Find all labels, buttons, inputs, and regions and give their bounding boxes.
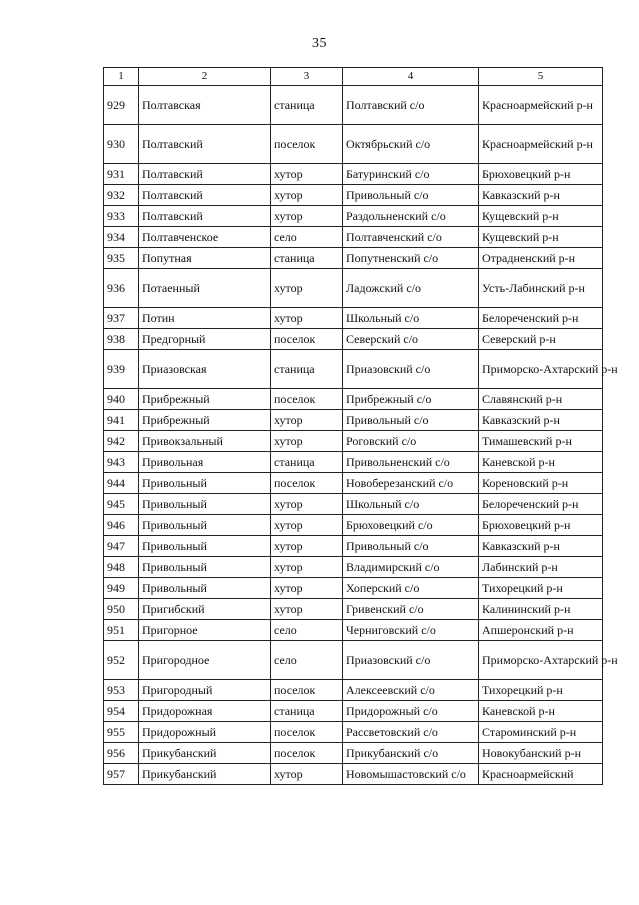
settlement-name: Предгорный <box>139 329 271 350</box>
row-number: 954 <box>104 701 139 722</box>
settlement-name: Потин <box>139 308 271 329</box>
settlement-type: поселок <box>271 329 343 350</box>
settlement-name: Привольная <box>139 452 271 473</box>
rural-council: Школьный с/о <box>343 494 479 515</box>
rural-council: Батуринский с/о <box>343 164 479 185</box>
settlement-name: Пригибский <box>139 599 271 620</box>
table-row <box>104 308 603 329</box>
settlement-type: хутор <box>271 206 343 227</box>
settlement-name: Прибрежный <box>139 410 271 431</box>
settlement-type: хутор <box>271 764 343 785</box>
table-row <box>104 410 603 431</box>
table-row <box>104 164 603 185</box>
settlement-type: поселок <box>271 680 343 701</box>
table-row <box>104 185 603 206</box>
rural-council: Школьный с/о <box>343 308 479 329</box>
row-number: 953 <box>104 680 139 701</box>
settlement-type: хутор <box>271 557 343 578</box>
rural-council: Черниговский с/о <box>343 620 479 641</box>
district-name: Тихорецкий р-н <box>479 578 603 599</box>
settlement-type: хутор <box>271 578 343 599</box>
table-body <box>104 86 618 785</box>
settlement-type: поселок <box>271 743 343 764</box>
district-name: Северский р-н <box>479 329 603 350</box>
settlement-name: Придорожный <box>139 722 271 743</box>
row-number: 945 <box>104 494 139 515</box>
settlement-type: село <box>271 227 343 248</box>
header-col-district: 5 <box>479 68 603 86</box>
header-col-name: 2 <box>139 68 271 86</box>
table-row <box>104 578 603 599</box>
rural-council: Попутненский с/о <box>343 248 479 269</box>
table-row <box>104 125 603 164</box>
settlement-name: Полтавский <box>139 164 271 185</box>
settlement-type: хутор <box>271 308 343 329</box>
rural-council: Полтавченский с/о <box>343 227 479 248</box>
district-name: Кавказский р-н <box>479 185 603 206</box>
district-name: Белореченский р-н <box>479 308 603 329</box>
settlement-name: Пригорное <box>139 620 271 641</box>
row-number: 934 <box>104 227 139 248</box>
settlement-name: Полтавский <box>139 125 271 164</box>
settlement-name: Попутная <box>139 248 271 269</box>
row-number: 946 <box>104 515 139 536</box>
settlement-name: Прикубанский <box>139 743 271 764</box>
settlement-type: поселок <box>271 722 343 743</box>
row-number: 955 <box>104 722 139 743</box>
settlement-name: Прибрежный <box>139 389 271 410</box>
district-name: Белореченский р-н <box>479 494 603 515</box>
district-name: Апшеронский р-н <box>479 620 603 641</box>
district-name: Отрадненский р-н <box>479 248 603 269</box>
row-number: 931 <box>104 164 139 185</box>
row-number: 957 <box>104 764 139 785</box>
rural-council: Прибрежный с/о <box>343 389 479 410</box>
row-number: 950 <box>104 599 139 620</box>
row-number: 948 <box>104 557 139 578</box>
rural-council: Владимирский с/о <box>343 557 479 578</box>
district-name: Тихорецкий р-н <box>479 680 603 701</box>
table-row <box>104 494 603 515</box>
settlement-name: Пригородный <box>139 680 271 701</box>
rural-council: Хоперский с/о <box>343 578 479 599</box>
settlement-type: станица <box>271 350 343 389</box>
rural-council: Полтавский с/о <box>343 86 479 125</box>
table-row <box>104 350 603 389</box>
settlement-name: Привольный <box>139 494 271 515</box>
table-row <box>104 227 603 248</box>
rural-council: Привольный с/о <box>343 536 479 557</box>
table-row <box>104 680 603 701</box>
table-row <box>104 743 603 764</box>
settlement-name: Привольный <box>139 515 271 536</box>
table-row <box>104 248 603 269</box>
table-row <box>104 620 603 641</box>
settlement-type: хутор <box>271 185 343 206</box>
table-row <box>104 536 603 557</box>
settlement-name: Приазовская <box>139 350 271 389</box>
rural-council: Придорожный с/о <box>343 701 479 722</box>
row-number: 942 <box>104 431 139 452</box>
settlement-type: поселок <box>271 473 343 494</box>
row-number: 952 <box>104 641 139 680</box>
table-row <box>104 206 603 227</box>
settlement-name: Потаенный <box>139 269 271 308</box>
row-number: 932 <box>104 185 139 206</box>
table-row <box>104 764 603 785</box>
settlement-name: Привольный <box>139 473 271 494</box>
settlement-type: поселок <box>271 389 343 410</box>
settlement-type: хутор <box>271 515 343 536</box>
row-number: 929 <box>104 86 139 125</box>
row-number: 930 <box>104 125 139 164</box>
row-number: 936 <box>104 269 139 308</box>
settlement-name: Привольный <box>139 557 271 578</box>
district-name: Калининский р-н <box>479 599 603 620</box>
row-number: 937 <box>104 308 139 329</box>
table-row <box>104 641 603 680</box>
district-name: Кавказский р-н <box>479 536 603 557</box>
settlement-name: Полтавченское <box>139 227 271 248</box>
rural-council: Привольный с/о <box>343 185 479 206</box>
row-number: 943 <box>104 452 139 473</box>
page-number: 35 <box>312 36 327 51</box>
table-row <box>104 389 603 410</box>
settlement-type: хутор <box>271 164 343 185</box>
table-row <box>104 515 603 536</box>
header-row <box>104 68 603 86</box>
rural-council: Брюховецкий с/о <box>343 515 479 536</box>
row-number: 938 <box>104 329 139 350</box>
row-number: 933 <box>104 206 139 227</box>
settlement-name: Привольный <box>139 578 271 599</box>
settlement-type: хутор <box>271 431 343 452</box>
district-name: Кореновский р-н <box>479 473 603 494</box>
district-name: Брюховецкий р-н <box>479 515 603 536</box>
table-header <box>104 68 603 86</box>
settlement-type: станица <box>271 452 343 473</box>
settlements-table <box>103 67 618 785</box>
settlement-name: Придорожная <box>139 701 271 722</box>
table-row <box>104 599 603 620</box>
district-name: Кущевский р-н <box>479 227 603 248</box>
settlement-name: Прикубанский <box>139 764 271 785</box>
district-name: Красноармейский р-н <box>479 125 603 164</box>
rural-council: Раздольненский с/о <box>343 206 479 227</box>
rural-council: Прикубанский с/о <box>343 743 479 764</box>
row-number: 939 <box>104 350 139 389</box>
settlement-type: село <box>271 620 343 641</box>
settlement-type: поселок <box>271 125 343 164</box>
row-number: 944 <box>104 473 139 494</box>
district-name: Каневской р-н <box>479 452 603 473</box>
settlement-type: станица <box>271 86 343 125</box>
table-row <box>104 722 603 743</box>
table-row <box>104 557 603 578</box>
row-number: 935 <box>104 248 139 269</box>
rural-council: Рассветовский с/о <box>343 722 479 743</box>
district-name: Каневской р-н <box>479 701 603 722</box>
table-row <box>104 431 603 452</box>
settlement-type: станица <box>271 701 343 722</box>
settlement-type: хутор <box>271 599 343 620</box>
district-name: Приморско-Ахтарский р-н <box>479 641 603 680</box>
header-col-type: 3 <box>271 68 343 86</box>
rural-council: Алексеевский с/о <box>343 680 479 701</box>
settlement-name: Привокзальный <box>139 431 271 452</box>
settlement-type: село <box>271 641 343 680</box>
district-name: Староминский р-н <box>479 722 603 743</box>
rural-council: Ладожский с/о <box>343 269 479 308</box>
district-name: Красноармейский р-н <box>479 86 603 125</box>
header-col-council: 4 <box>343 68 479 86</box>
table-row <box>104 701 603 722</box>
rural-council: Новомышастовский с/о <box>343 764 479 785</box>
rural-council: Гривенский с/о <box>343 599 479 620</box>
district-name: Красноармейский <box>479 764 603 785</box>
table-row <box>104 473 603 494</box>
district-name: Кущевский р-н <box>479 206 603 227</box>
header-col-number: 1 <box>104 68 139 86</box>
settlement-name: Пригородное <box>139 641 271 680</box>
district-name: Славянский р-н <box>479 389 603 410</box>
district-name: Приморско-Ахтарский р-н <box>479 350 603 389</box>
row-number: 947 <box>104 536 139 557</box>
district-name: Брюховецкий р-н <box>479 164 603 185</box>
settlement-type: хутор <box>271 410 343 431</box>
table-row <box>104 452 603 473</box>
row-number: 956 <box>104 743 139 764</box>
row-number: 941 <box>104 410 139 431</box>
table-row <box>104 86 603 125</box>
rural-council: Привольный с/о <box>343 410 479 431</box>
table-row <box>104 269 603 308</box>
rural-council: Приазовский с/о <box>343 641 479 680</box>
district-name: Тимашевский р-н <box>479 431 603 452</box>
settlement-type: хутор <box>271 536 343 557</box>
row-number: 940 <box>104 389 139 410</box>
rural-council: Привольненский с/о <box>343 452 479 473</box>
settlement-type: хутор <box>271 494 343 515</box>
table-row <box>104 329 603 350</box>
row-number: 949 <box>104 578 139 599</box>
settlement-name: Полтавский <box>139 206 271 227</box>
rural-council: Роговский с/о <box>343 431 479 452</box>
rural-council: Октябрьский с/о <box>343 125 479 164</box>
rural-council: Северский с/о <box>343 329 479 350</box>
settlement-name: Полтавская <box>139 86 271 125</box>
district-name: Кавказский р-н <box>479 410 603 431</box>
settlement-name: Привольный <box>139 536 271 557</box>
rural-council: Новоберезанский с/о <box>343 473 479 494</box>
settlement-name: Полтавский <box>139 185 271 206</box>
settlement-type: станица <box>271 248 343 269</box>
settlement-type: хутор <box>271 269 343 308</box>
rural-council: Приазовский с/о <box>343 350 479 389</box>
district-name: Новокубанский р-н <box>479 743 603 764</box>
district-name: Усть-Лабинский р-н <box>479 269 603 308</box>
row-number: 951 <box>104 620 139 641</box>
district-name: Лабинский р-н <box>479 557 603 578</box>
